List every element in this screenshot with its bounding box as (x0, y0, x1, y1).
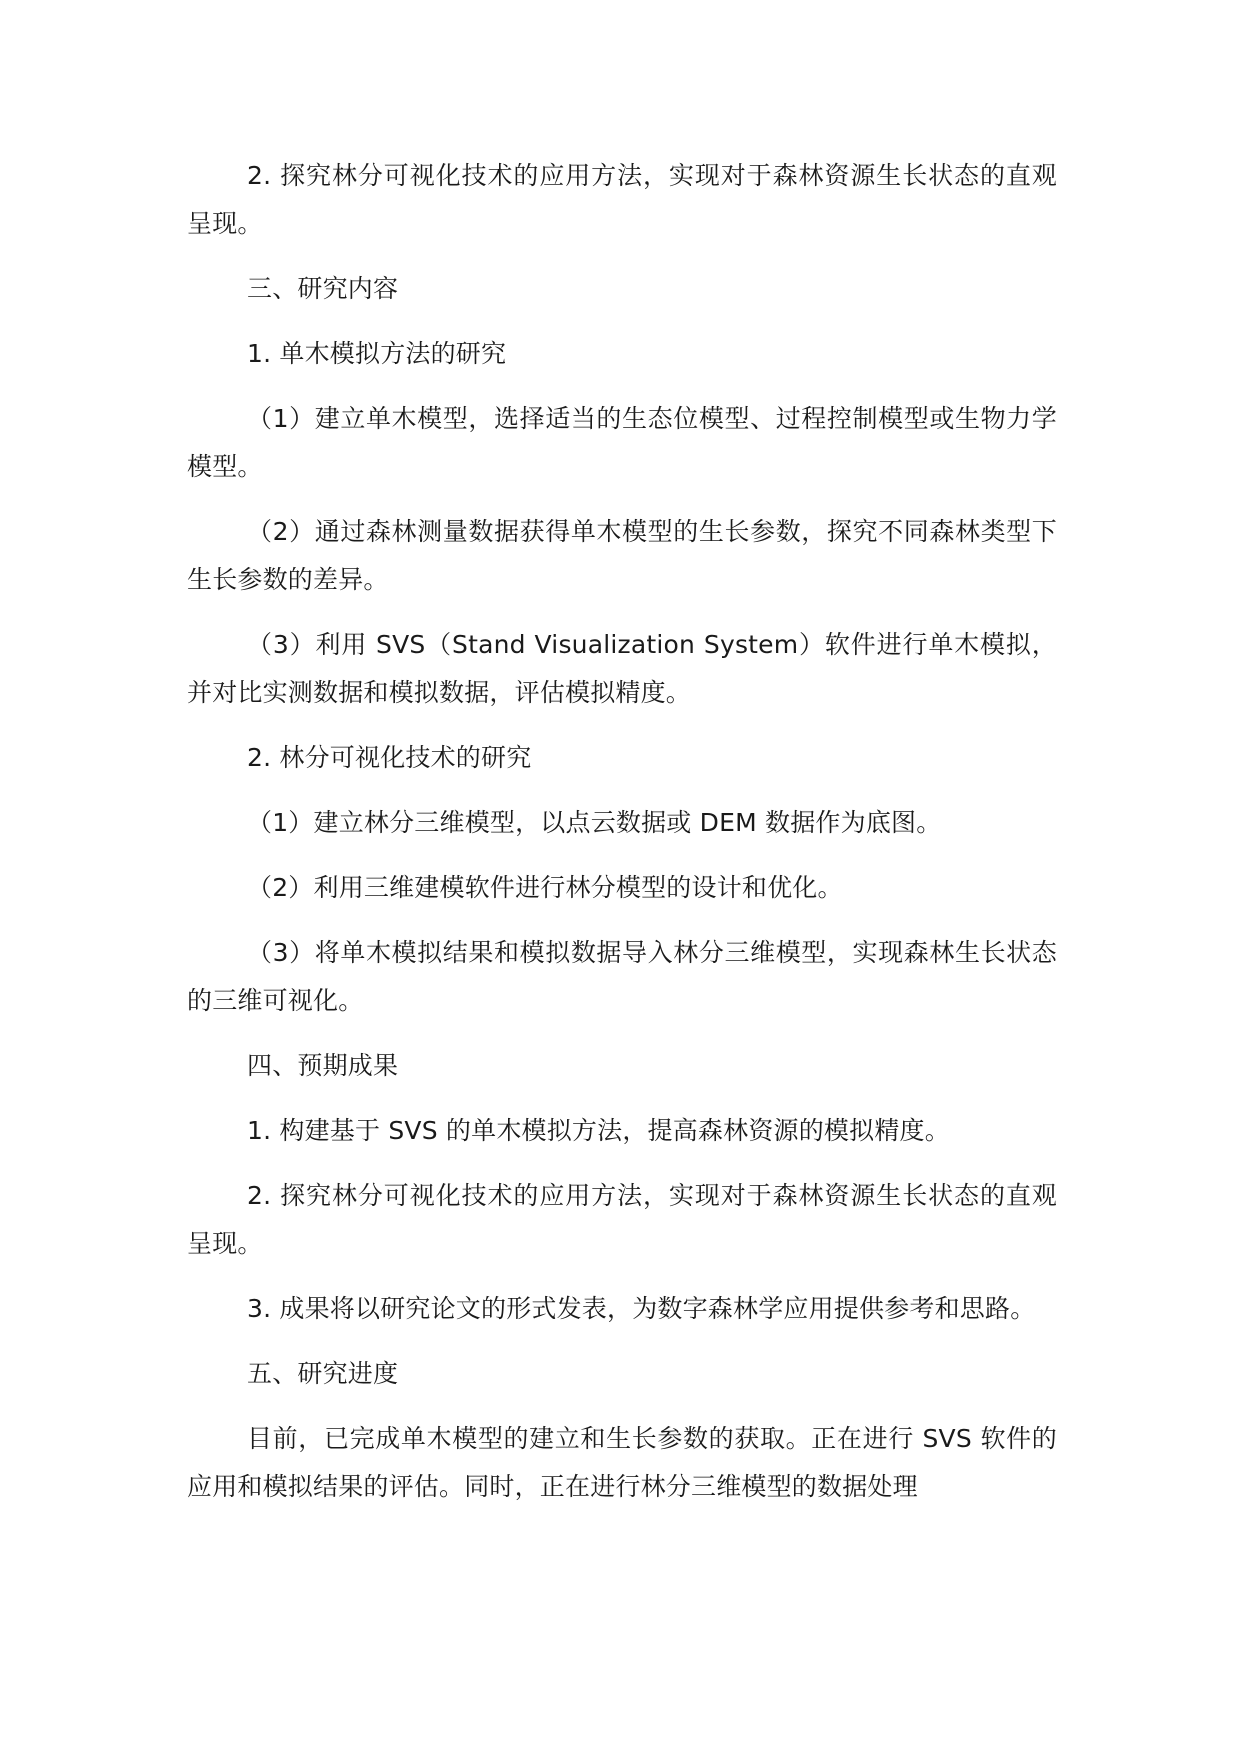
paragraph-single-tree-3: （3）利用 SVS（Stand Visualization System）软件进行单木模拟，并对比实测数据和模拟数据，评估模拟精度。 (187, 630, 1057, 707)
paragraph-result-1: 1. 构建基于 SVS 的单木模拟方法，提高森林资源的模拟精度。 (247, 1116, 950, 1145)
paragraph-stand-3: （3）将单木模拟结果和模拟数据导入林分三维模型，实现森林生长状态的三维可视化。 (187, 938, 1057, 1015)
section-heading-progress: 五、研究进度 (247, 1359, 399, 1388)
paragraph-single-tree-2: （2）通过森林测量数据获得单木模型的生长参数，探究不同森林类型下生长参数的差异。 (187, 517, 1057, 594)
paragraph-single-tree-1: （1）建立单木模型，选择适当的生态位模型、过程控制模型或生物力学模型。 (187, 404, 1057, 481)
section-heading-expected-results: 四、预期成果 (247, 1051, 399, 1080)
subheading-stand-visualization: 2. 林分可视化技术的研究 (247, 743, 532, 772)
section-heading-research-content: 三、研究内容 (247, 274, 399, 303)
paragraph-result-2: 2. 探究林分可视化技术的应用方法，实现对于森林资源生长状态的直观呈现。 (187, 1181, 1057, 1258)
paragraph-result-3: 3. 成果将以研究论文的形式发表，为数字森林学应用提供参考和思路。 (247, 1294, 1036, 1323)
paragraph-objective-2: 2. 探究林分可视化技术的应用方法，实现对于森林资源生长状态的直观呈现。 (187, 161, 1057, 238)
paragraph-stand-1: （1）建立林分三维模型，以点云数据或 DEM 数据作为底图。 (247, 808, 942, 837)
document-page (187, 152, 1057, 1528)
subheading-single-tree-simulation: 1. 单木模拟方法的研究 (247, 339, 507, 368)
paragraph-stand-2: （2）利用三维建模软件进行林分模型的设计和优化。 (247, 873, 843, 902)
paragraph-progress: 目前，已完成单木模型的建立和生长参数的获取。正在进行 SVS 软件的应用和模拟结果的评估。同时，正在进行林分三维模型的数据处理 (187, 1424, 1057, 1501)
